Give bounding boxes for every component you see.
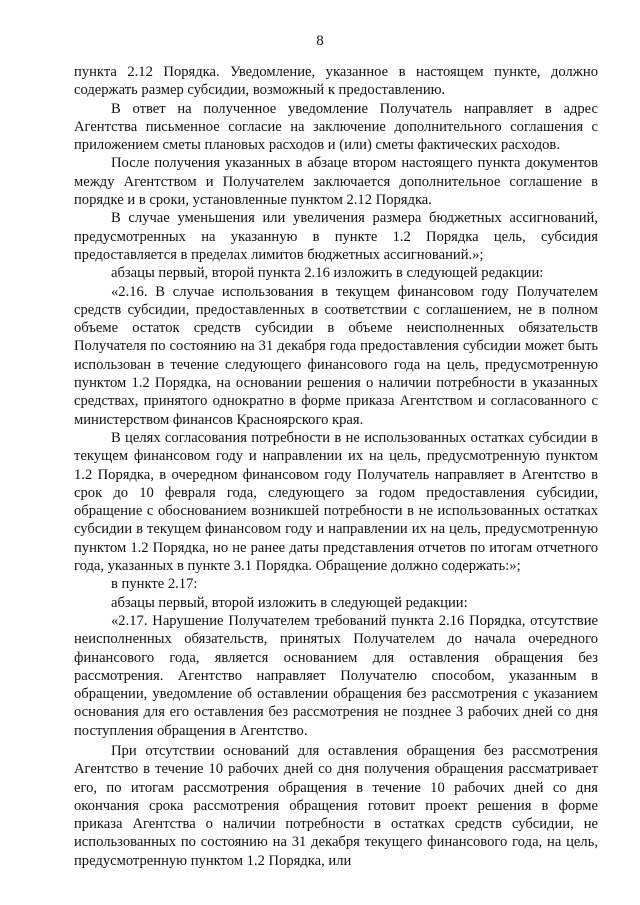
- paragraph-review-procedure: При отсутствии оснований для оставления обращения без рассмотрения Агентство в течение 10 рабочих дней со дня получения обращения рассматривает его, по итогам рассмотрения обращения в течение 10 рабочих дней со дня окончания срока рассмотрения обращения готовит проект решения в форме приказа Агентства о наличии потребности в остатках средств субсидии, не использованных по состоянию на 31 декабря текущего финансового года, на цель, предусмотренную пунктом 1.2 Порядка, или: [74, 742, 598, 869]
- paragraph-budget-limits: В случае уменьшения или увеличения размера бюджетных ассигнований, предусмотренных на указанную в пункте 1.2 Порядка цель, субсидия предоставляется в пределах лимитов бюджетных ассигнований.»;: [74, 210, 598, 263]
- paragraph-clause-2-16-request: В целях согласования потребности в не использованных остатках субсидии в текущем финансовом году и направлении их на цель, предусмотренную пунктом 1.2 Порядка, в очередном финансовом году Получатель направляет в Агентство в срок до 10 февраля года, следующего за годом предоставления субсидии, обращение с обоснованием возникшей потребности в не использованных остатках субсидии в текущем финансовом году и направлении их на цель, предусмотренную пунктом 1.2 Порядка, но не ранее даты представления отчетов по итогам отчетного года, указанных в пункте 3.1 Порядка. Обращение должно содержать:»;: [74, 429, 598, 575]
- document-body: [74, 63, 598, 870]
- page-number: 8: [316, 33, 324, 49]
- paragraph-amendment-2-16: абзацы первый, второй пункта 2.16 изложить в следующей редакции:: [111, 265, 544, 282]
- paragraph-in-clause-2-17: в пункте 2.17:: [111, 576, 198, 593]
- paragraph-clause-2-16: «2.16. В случае использования в текущем финансовом году Получателем средств субсидии, предоставленных в соответствии с соглашением, не в полном объеме остаток средств субсидии в объеме неисполненных обязательств Получателя по состоянию на 31 декабря года предоставления субсидии может быть использован в течение следующего финансового года на цель, предусмотренную пунктом 1.2 Порядка, на основании решения о наличии потребности в указанных средствах, принятого однократно в форме приказа Агентством и согласованного с министерством финансов Красноярского края.: [74, 283, 598, 428]
- paragraph-continuation: пункта 2.12 Порядка. Уведомление, указанное в настоящем пункте, должно содержать размер субсидии, возможный к предоставлению.: [74, 64, 598, 99]
- paragraph-amendment-2-17: абзацы первый, второй изложить в следующей редакции:: [111, 594, 468, 611]
- paragraph-additional-agreement: После получения указанных в абзаце втором настоящего пункта документов между Агентством и Получателем заключается дополнительное соглашение в порядке и в сроки, установленные пунктом 2.12 Порядка.: [74, 155, 598, 209]
- paragraph-clause-2-17: «2.17. Нарушение Получателем требований пункта 2.16 Порядка, отсутствие неисполненных обязательств, принятых Получателем до начала очередного финансового года, является основанием для оставления обращения без рассмотрения. Агентство направляет Получателю способом, указанным в обращении, уведомление об оставлении обращения без рассмотрения с указанием основания для его оставления без рассмотрения не позднее 3 рабочих дней со дня поступления обращения в Агентство.: [74, 612, 598, 739]
- paragraph-consent: В ответ на полученное уведомление Получатель направляет в адрес Агентства письменное согласие на заключение дополнительного соглашения с приложением сметы плановых расходов и (или) сметы фактических расходов.: [74, 100, 598, 154]
